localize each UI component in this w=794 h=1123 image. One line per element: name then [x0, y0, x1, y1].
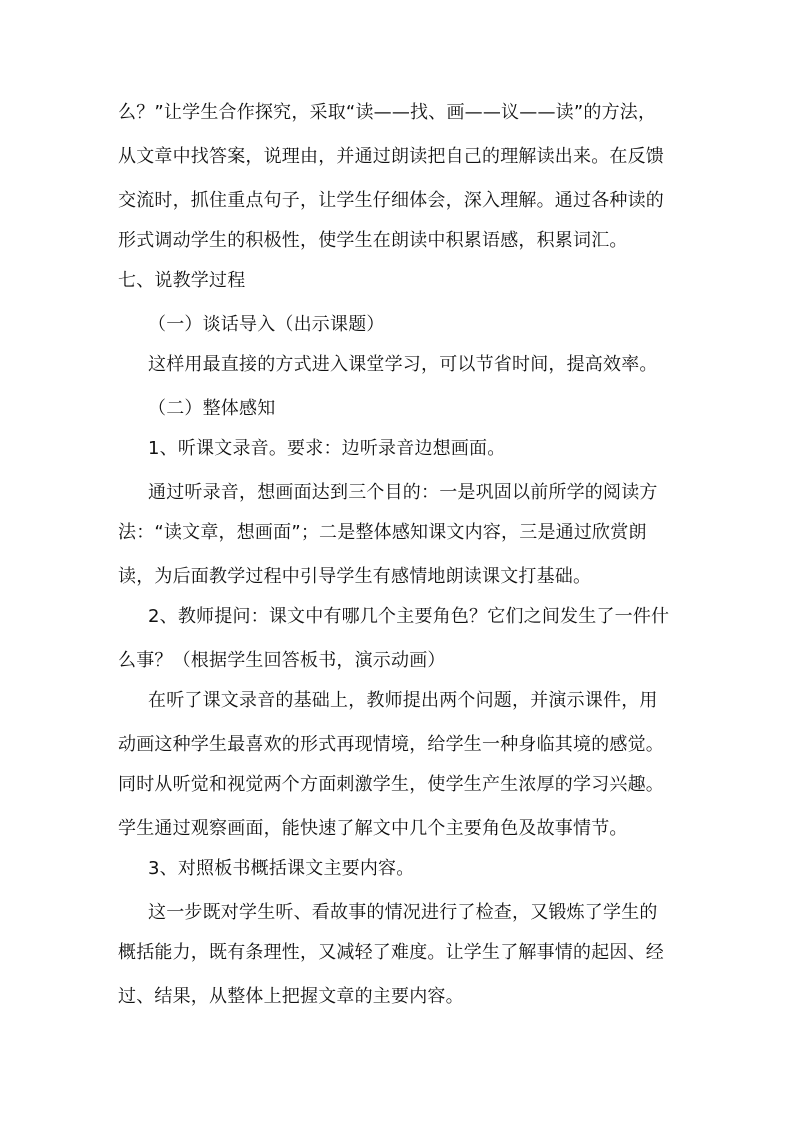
paragraph-line: 概括能力，既有条理性，又减轻了难度。让学生了解事情的起因、经 [118, 942, 664, 963]
subsection-heading: （一）谈话导入（出示课题） [148, 314, 385, 335]
paragraph-line: 在听了课文录音的基础上，教师提出两个问题，并演示课件，用 [148, 690, 658, 711]
paragraph-line: 这一步既对学生听、看故事的情况进行了检查，又锻炼了学生的 [148, 902, 658, 923]
paragraph-line: 动画这种学生最喜欢的形式再现情境，给学生一种身临其境的感觉。 [118, 734, 664, 755]
paragraph-line: 同时从听觉和视觉两个方面刺激学生，使学生产生浓厚的学习兴趣。 [118, 774, 664, 795]
paragraph-line: 通过听录音，想画面达到三个目的：一是巩固以前所学的阅读方 [148, 482, 658, 503]
list-item: 2、教师提问：课文中有哪几个主要角色？它们之间发生了一件什 [148, 606, 670, 627]
paragraph-line: 交流时，抓住重点句子，让学生仔细体会，深入理解。通过各种读的 [118, 190, 664, 211]
section-heading: 七、说教学过程 [118, 270, 246, 291]
list-item: 1、听课文录音。要求：边听录音边想画面。 [148, 438, 506, 459]
paragraph-line: 读，为后面教学过程中引导学生有感情地朗读课文打基础。 [118, 566, 592, 587]
paragraph-line: 学生通过观察画面，能快速了解文中几个主要角色及故事情节。 [118, 818, 628, 839]
paragraph-line: 从文章中找答案，说理由，并通过朗读把自己的理解读出来。在反馈 [118, 146, 664, 167]
paragraph-line: 形式调动学生的积极性，使学生在朗读中积累语感，积累词汇。 [118, 230, 628, 251]
paragraph-line: 么事？（根据学生回答板书，演示动画） [118, 650, 446, 671]
paragraph-line: 法：“读文章，想画面”；二是整体感知课文内容，三是通过欣赏朗 [118, 522, 647, 543]
paragraph-line: 么？”让学生合作探究，采取“读——找、画——议——读”的方法， [118, 102, 657, 123]
paragraph-line: 过、结果，从整体上把握文章的主要内容。 [118, 986, 464, 1007]
paragraph-line: 这样用最直接的方式进入课堂学习，可以节省时间，提高效率。 [148, 354, 658, 375]
subsection-heading: （二）整体感知 [148, 398, 276, 419]
list-item: 3、对照板书概括课文主要内容。 [148, 858, 415, 879]
